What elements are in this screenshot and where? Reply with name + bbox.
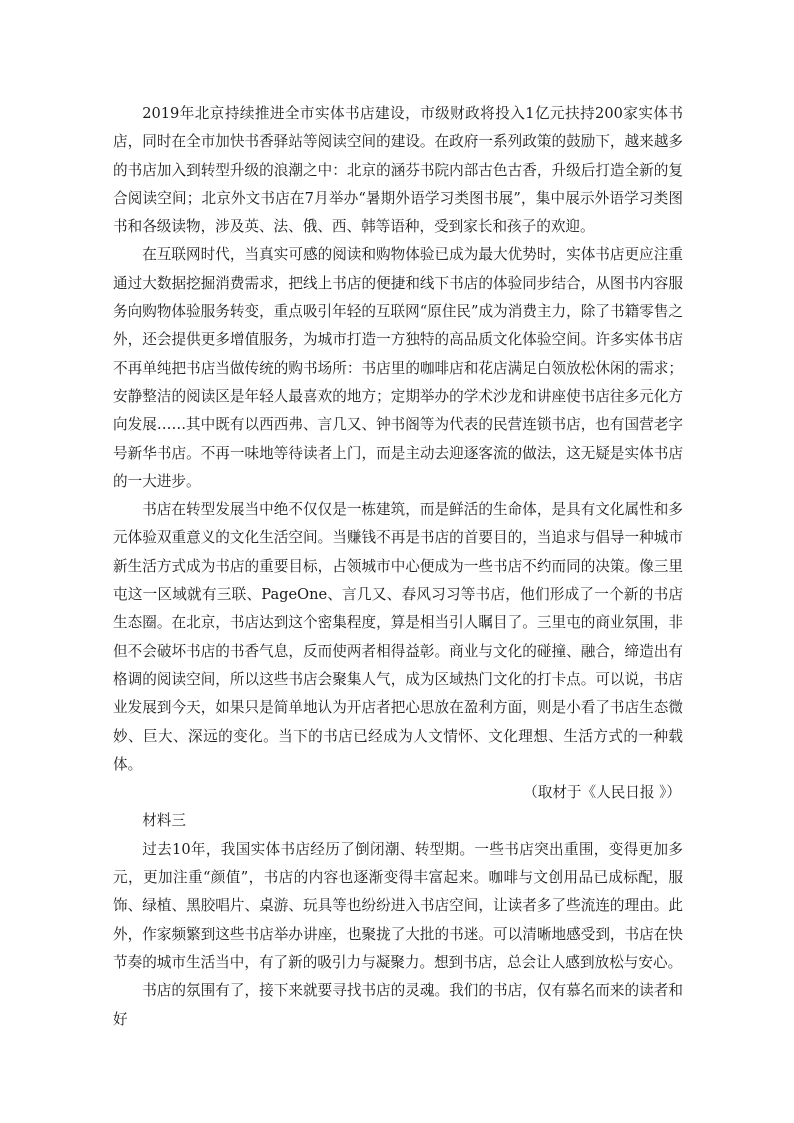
paragraph-5: 书店的氛围有了，接下来就要寻找书店的灵魂。我们的书店，仅有慕名而来的读者和好 bbox=[113, 982, 683, 1028]
section-title: 材料三 bbox=[142, 812, 186, 830]
paragraph-1: 2019年北京持续推进全市实体书店建设，市级财政将投入1亿元扶持200家实体书店，同时在全市加快书香驿站等阅读空间的建设。在政府一系列政策的鼓励下，越来越多的书店加入到转型升级的浪潮之中：北京的涵芬书院内部古色古香，升级后打造全新的复合阅读空间；北京外文书店在7月举办“暑期外语学习类图书展”，集中展示外语学习类图书和各级读物，涉及英、法、俄、西、韩等语种，受到家长和孩子的欢迎。 bbox=[113, 105, 683, 236]
paragraph-3: 书店在转型发展当中绝不仅仅是一栋建筑，而是鲜活的生命体，是具有文化属性和多元体验双重意义的文化生活空间。当赚钱不再是书店的首要目的，当追求与倡导一种城市新生活方式成为书店的重要目标，占领城市中心便成为一些书店不约而同的决策。像三里屯这一区域就有三联、PageOne、言几又、春风习习等书店，他们形成了一个新的书店生态圈。在北京，书店达到这个密集程度，算是相当引人瞩目了。三里屯的商业氛围，非但不会破坏书店的书香气息，反而使两者相得益彰。商业与文化的碰撞、融合，缔造出有格调的阅读空间，所以这些书店会聚集人气，成为区域热门文化的打卡点。可以说，书店业发展到今天，如果只是简单地认为开店者把心思放在盈利方面，则是小看了书店生态微妙、巨大、深远的变化。当下的书店已经成为人文情怀、文化理想、生活方式的一种载体。 bbox=[113, 501, 683, 773]
document-page bbox=[113, 100, 683, 1034]
paragraph-4: 过去10年，我国实体书店经历了倒闭潮、转型期。一些书店突出重围，变得更加多元，更加注重“颜值”，书店的内容也逐渐变得丰富起来。咖啡与文创用品已成标配，服饰、绿植、黑胶唱片、桌游、玩具等也纷纷进入书店空间，让读者多了些流连的理由。此外，作家频繁到这些书店举办讲座，也聚拢了大批的书迷。可以清晰地感受到，书店在快节奏的城市生活当中，有了新的吸引力与凝聚力。想到书店，总会让人感到放松与安心。 bbox=[113, 840, 683, 971]
source-citation: （取材于《人民日报 》） bbox=[523, 784, 681, 802]
paragraph-2: 在互联网时代，当真实可感的阅读和购物体验已成为最大优势时，实体书店更应注重通过大数据挖掘消费需求，把线上书店的便捷和线下书店的体验同步结合，从图书内容服务向购物体验服务转变，重点吸引年轻的互联网“原住民”成为消费主力，除了书籍零售之外，还会提供更多增值服务，为城市打造一方独特的高品质文化体验空间。许多实体书店不再单纯把书店当做传统的购书场所：书店里的咖啡店和花店满足白领放松休闲的需求；安静整洁的阅读区是年轻人最喜欢的地方；定期举办的学术沙龙和讲座使书店往多元化方向发展……其中既有以西西弗、言几又、钟书阁等为代表的民营连锁书店，也有国营老字号新华书店。不再一味地等待读者上门，而是主动去迎逐客流的做法，这无疑是实体书店的一大进步。 bbox=[113, 246, 683, 490]
